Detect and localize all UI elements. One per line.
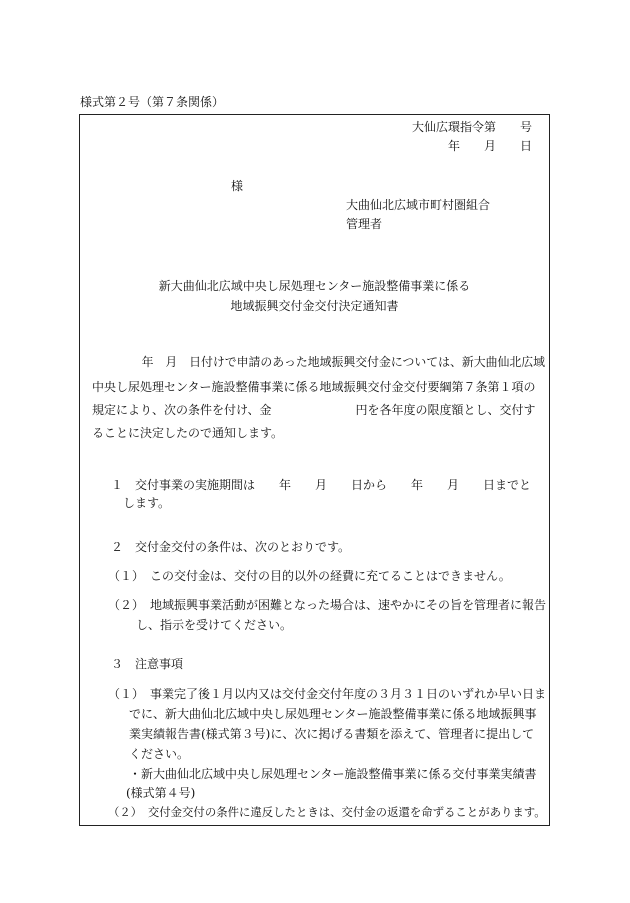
item-3-heading: ３ 注意事項 (111, 657, 184, 671)
item-3-note-1-line-1: （１） 事業完了後１月以内又は交付金交付年度の３月３１日のいずれか早い日ま (108, 687, 547, 701)
item-1-line-1: １ 交付事業の実施期間は 年 月 日から 年 月 日までと (111, 478, 532, 492)
intro-line-3: 規定により、次の条件を付け、金 円を各年度の限度額とし、交付す (92, 403, 536, 417)
document-title-line-1: 新大曲仙北広域中央し尿処理センター施設整備事業に係る (158, 279, 471, 293)
item-3-note-2: （２） 交付金交付の条件に違反したときは、交付金の返還を命ずることがあります。 (108, 805, 546, 819)
item-2-condition-2-line-1: （２） 地域振興事業活動が困難となった場合は、速やかにその旨を管理者に報告 (108, 598, 547, 612)
document-title-line-2: 地域振興交付金交付決定通知書 (230, 299, 399, 313)
issuer-organization: 大曲仙北広域市町村圏組合 (346, 198, 491, 212)
item-3-bullet-line-2: (様式第４号) (126, 786, 196, 800)
item-3-note-1-line-2: でに、新大曲仙北広域中央し尿処理センター施設整備事業に係る地域振興事 (129, 707, 537, 721)
item-2-heading: ２ 交付金交付の条件は、次のとおりです。 (111, 540, 351, 554)
form-label: 様式第２号（第７条関係） (80, 95, 225, 109)
item-2-condition-1: （１） この交付金は、交付の目的以外の経費に充てることはできません。 (108, 569, 511, 583)
addressee-honorific: 様 (231, 179, 244, 193)
intro-line-1: 年 月 日付けで申請のあった地域振興交付金については、新大曲仙北広域 (106, 355, 546, 369)
intro-line-4: ることに決定したので通知します。 (92, 426, 284, 440)
intro-line-2: 中央し尿処理センター施設整備事業に係る地域振興交付金交付要綱第７条第１項の (92, 380, 536, 394)
item-2-condition-2-line-2: し、指示を受けてください。 (136, 618, 293, 632)
document-date: 年 月 日 (447, 139, 532, 153)
item-1-line-2: します。 (111, 496, 171, 510)
document-number: 大仙広環指令第 号 (411, 120, 532, 134)
item-3-note-1-line-3: 業実績報告書(様式第３号)に、次に掲げる書類を添えて、管理者に提出して (129, 727, 535, 741)
item-3-note-1-line-4: ください。 (129, 747, 190, 761)
issuer-title: 管理者 (346, 217, 383, 231)
item-3-bullet-line-1: ・新大曲仙北広域中央し尿処理センター施設整備事業に係る交付事業実績書 (129, 767, 537, 781)
